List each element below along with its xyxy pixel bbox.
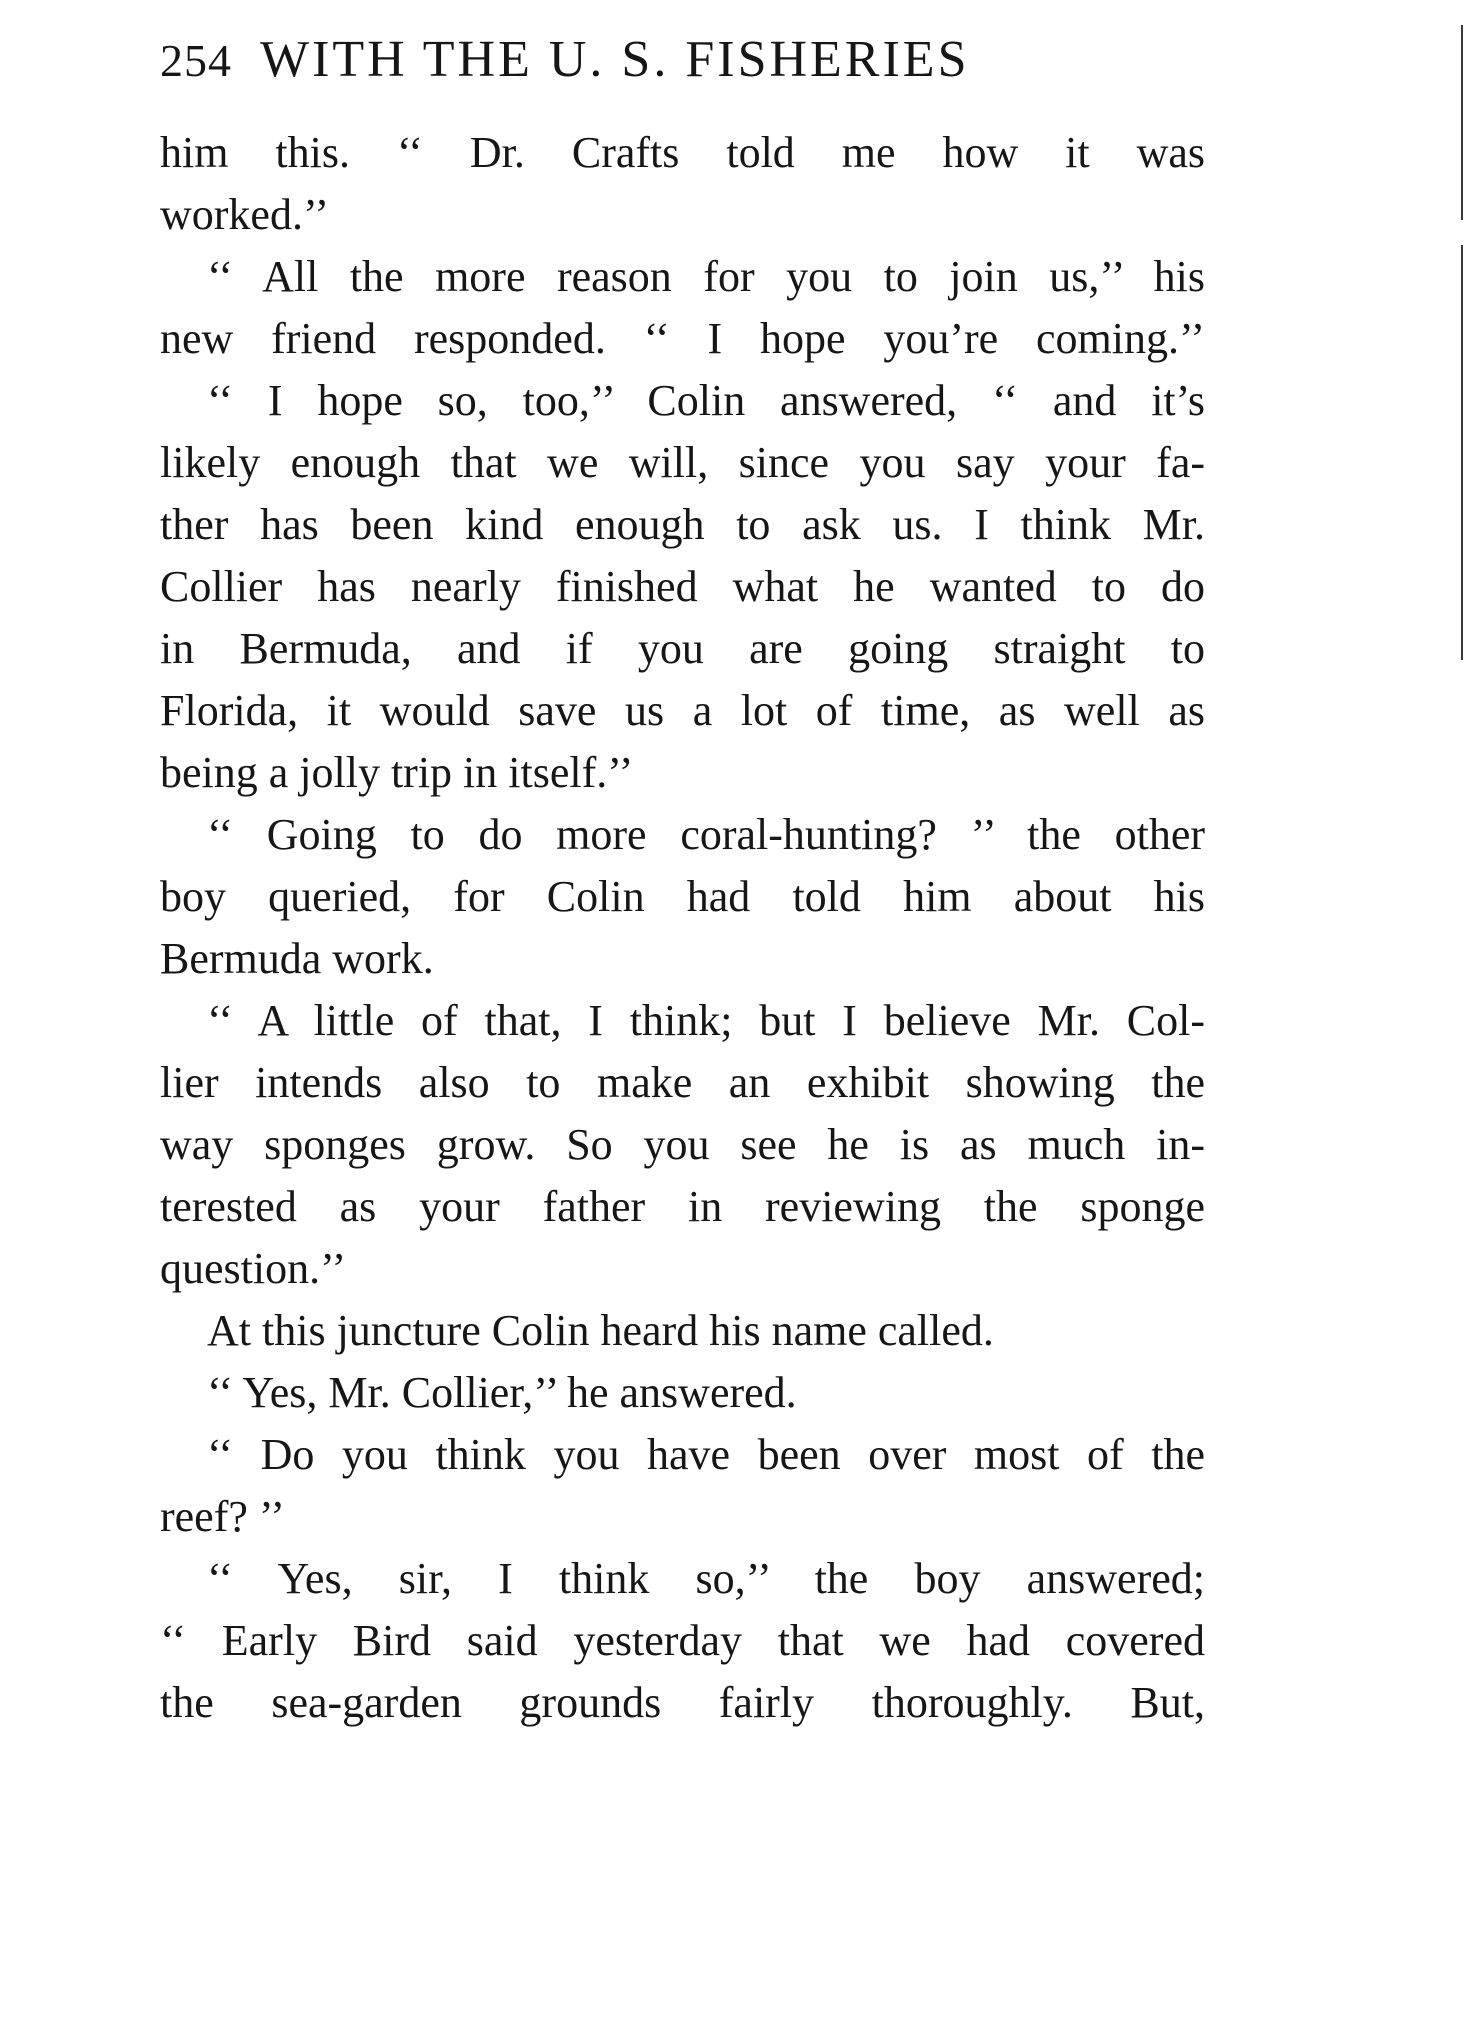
page-header — [160, 30, 969, 100]
text-line: ther has been kind enough to ask us. I think Mr. — [160, 500, 1205, 549]
text-line: ‘‘ I hope so, too,’’ Colin answered, ‘‘ and it’s — [207, 376, 1205, 425]
text-line: him this. ‘‘ Dr. Crafts told me how it was — [160, 128, 1205, 177]
text-line: ‘‘ Yes, sir, I think so,’’ the boy answered; — [207, 1554, 1205, 1603]
text-line: ‘‘ All the more reason for you to join us,’’ his — [207, 252, 1205, 301]
text-line: being a jolly trip in itself.’’ — [160, 748, 634, 797]
text-line: ‘‘ Going to do more coral-hunting? ’’ the other — [207, 810, 1205, 859]
text-line: terested as your father in reviewing the sponge — [160, 1182, 1205, 1231]
page-number: 254 — [160, 35, 232, 86]
text-line: ‘‘ Yes, Mr. Collier,’’ he answered. — [207, 1368, 797, 1417]
scan-edge-line — [1461, 25, 1463, 220]
text-line: lier intends also to make an exhibit showing the — [160, 1058, 1205, 1107]
scan-edge-line — [1461, 245, 1463, 660]
text-line: Collier has nearly finished what he wanted to do — [160, 562, 1205, 611]
text-line: reef? ’’ — [160, 1492, 285, 1541]
text-line: boy queried, for Colin had told him about his — [160, 872, 1205, 921]
text-line: ‘‘ Early Bird said yesterday that we had covered — [160, 1616, 1205, 1665]
text-line: ‘‘ Do you think you have been over most of the — [207, 1430, 1205, 1479]
text-line: way sponges grow. So you see he is as much in- — [160, 1120, 1205, 1169]
text-line: At this juncture Colin heard his name called. — [207, 1306, 994, 1355]
text-line: ‘‘ A little of that, I think; but I believe Mr. Col- — [207, 996, 1205, 1045]
running-title: WITH THE U. S. FISHERIES — [260, 31, 970, 88]
text-line: the sea-garden grounds fairly thoroughly. But, — [160, 1678, 1205, 1727]
text-line: likely enough that we will, since you say your fa- — [160, 438, 1205, 487]
text-line: in Bermuda, and if you are going straight to — [160, 624, 1205, 673]
text-line: worked.’’ — [160, 190, 329, 239]
text-line: Florida, it would save us a lot of time, as well as — [160, 686, 1205, 735]
text-line: new friend responded. ‘‘ I hope you’re coming.’’ — [160, 314, 1205, 363]
text-line: question.’’ — [160, 1244, 347, 1293]
text-line: Bermuda work. — [160, 934, 434, 983]
body-text — [160, 122, 1205, 1734]
